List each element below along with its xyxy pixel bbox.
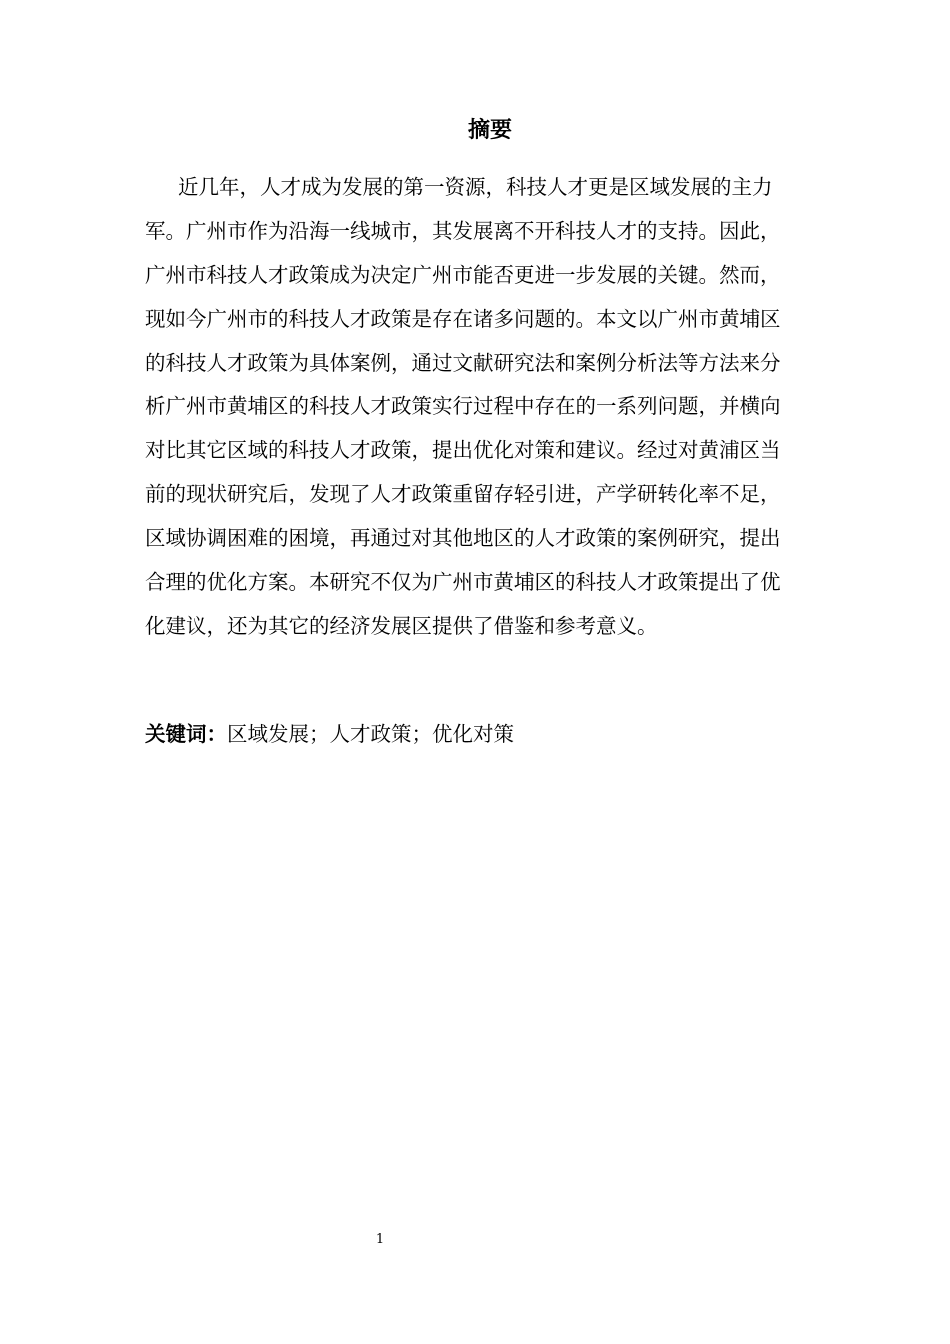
keywords-label: 关键词： — [145, 722, 227, 746]
abstract-line: 对比其它区域的科技人才政策，提出优化对策和建议。经过对黄浦区当 — [145, 438, 781, 463]
abstract-line: 析广州市黄埔区的科技人才政策实行过程中存在的一系列问题，并横向 — [145, 394, 781, 419]
abstract-title: 摘要 — [467, 118, 512, 143]
abstract-line: 军。广州市作为沿海一线城市，其发展离不开科技人才的支持。因此， — [145, 218, 781, 243]
abstract-paragraph — [145, 166, 835, 649]
abstract-line: 区域协调困难的困境，再通过对其他地区的人才政策的案例研究，提出 — [145, 526, 781, 551]
abstract-line: 近几年，人才成为发展的第一资源，科技人才更是区域发展的主力 — [178, 175, 773, 199]
abstract-line: 广州市科技人才政策成为决定广州市能否更进一步发展的关键。然而， — [145, 262, 781, 287]
abstract-line: 前的现状研究后，发现了人才政策重留存轻引进，产学研转化率不足， — [145, 482, 781, 507]
page-number: 1 — [375, 1232, 385, 1247]
keywords-text: 区域发展；人才政策；优化对策 — [227, 722, 514, 746]
abstract-line: 化建议，还为其它的经济发展区提供了借鉴和参考意义。 — [145, 613, 658, 638]
abstract-line: 合理的优化方案。本研究不仅为广州市黄埔区的科技人才政策提出了优 — [145, 570, 781, 595]
keywords-line — [145, 714, 835, 754]
abstract-line: 现如今广州市的科技人才政策是存在诸多问题的。本文以广州市黄埔区 — [145, 306, 781, 331]
abstract-line: 的科技人才政策为具体案例，通过文献研究法和案例分析法等方法来分 — [145, 350, 781, 375]
